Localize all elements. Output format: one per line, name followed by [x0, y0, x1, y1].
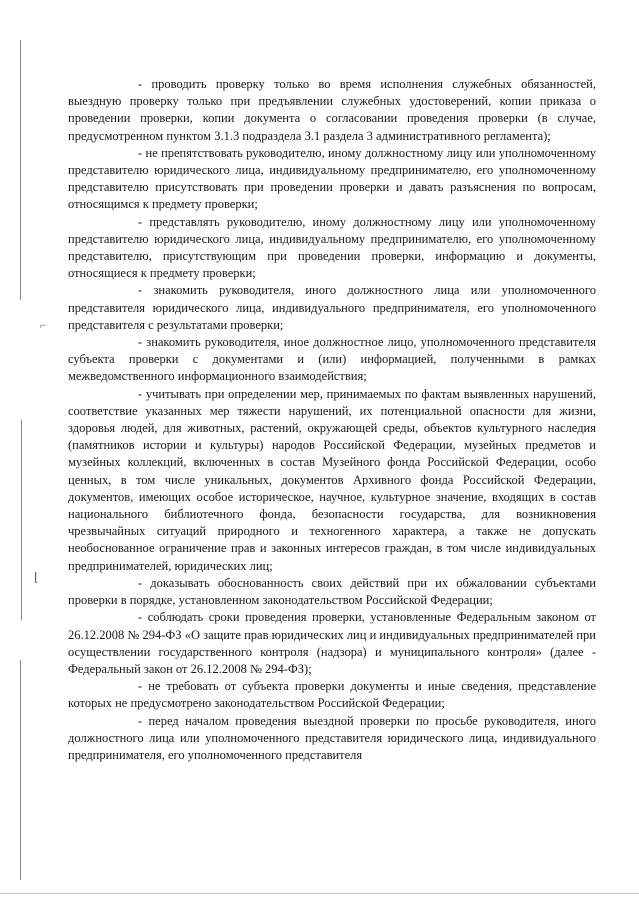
- paragraph: - представлять руководителю, иному должностному лицу или уполномоченному представителю юридического лица, индивидуальному предпринимателю, его уполномоченному представителю, присутствующим при проведении проверки, информацию и документы, относящиеся к предмету проверки;: [68, 214, 596, 281]
- paragraph: - учитывать при определении мер, принимаемых по фактам выявленных нарушений, соответствие указанных мер тяжести нарушений, их потенциальной опасности для жизни, здоровья людей, для животных, растений, окружающей среды, объектов культурного наследия (памятников истории и культуры) народов Российской Федерации, музейных предметов и музейных коллекций, включенных в состав Музейного фонда Российской Федерации, особо ценных, в том числе уникальных, документов Архивного фонда Российской Федерации, документов, имеющих особое историческое, научное, культурное значение, входящих в состав национального библиотечного фонда, безопасности государства, для возникновения чрезвычайных ситуаций природного и техногенного характера, а также не допускать необоснованное ограничение прав и законных интересов граждан, в том числе индивидуальных предпринимателей, юридических лиц;: [68, 386, 596, 573]
- document-body: [68, 76, 596, 764]
- paragraph: - перед началом проведения выездной проверки по просьбе руководителя, иного должностного лица или уполномоченного представителя юридического лица, индивидуального предпринимателя, его уполномоченного представителя: [68, 713, 596, 762]
- margin-mark: ⌐: [40, 318, 47, 332]
- binding-edge: [18, 0, 24, 905]
- paragraph: - не требовать от субъекта проверки документы и иные сведения, представление которых не предусмотрено законодательством Российской Федерации;: [68, 679, 596, 711]
- page-bottom-edge: [0, 893, 639, 894]
- paragraph: - знакомить руководителя, иного должностного лица или уполномоченного представителя юридического лица, индивидуального предпринимателя, его уполномоченного представителя с результатами проверки;: [68, 283, 596, 332]
- paragraph: - проводить проверку только во время исполнения служебных обязанностей, выездную проверку только при предъявлении служебных удостоверений, копии приказа о проведении проверки, копии документа о согласовании проведения проверки (в случае, предусмотренном пунктом 3.1.3 подраздела 3.1 раздела 3 административного регламента);: [68, 77, 596, 143]
- paragraph: - доказывать обоснованность своих действий при их обжаловании субъектами проверки в порядке, установленном законодательством Российской Федерации;: [68, 575, 596, 608]
- margin-mark: ⌊: [34, 570, 39, 584]
- paragraph: - соблюдать сроки проведения проверки, установленные Федеральным законом от 26.12.2008 № 294-ФЗ «О защите прав юридических лиц и индивидуальных предпринимателей при осуществлении государственного контроля (надзора) и муниципального контроля» (далее - Федеральный закон от 26.12.2008 № 294-ФЗ);: [68, 610, 596, 676]
- paragraph: - знакомить руководителя, иное должностное лицо, уполномоченного представителя субъекта проверки с документами и (или) информацией, полученными в рамках межведомственного информационного взаимодействия;: [68, 335, 596, 384]
- paragraph: - не препятствовать руководителю, иному должностному лицу или уполномоченному представителю юридического лица, индивидуальному предпринимателю, его уполномоченному представителю присутствовать при проведении проверки и давать разъяснения по вопросам, относящимся к предмету проверки;: [68, 145, 596, 212]
